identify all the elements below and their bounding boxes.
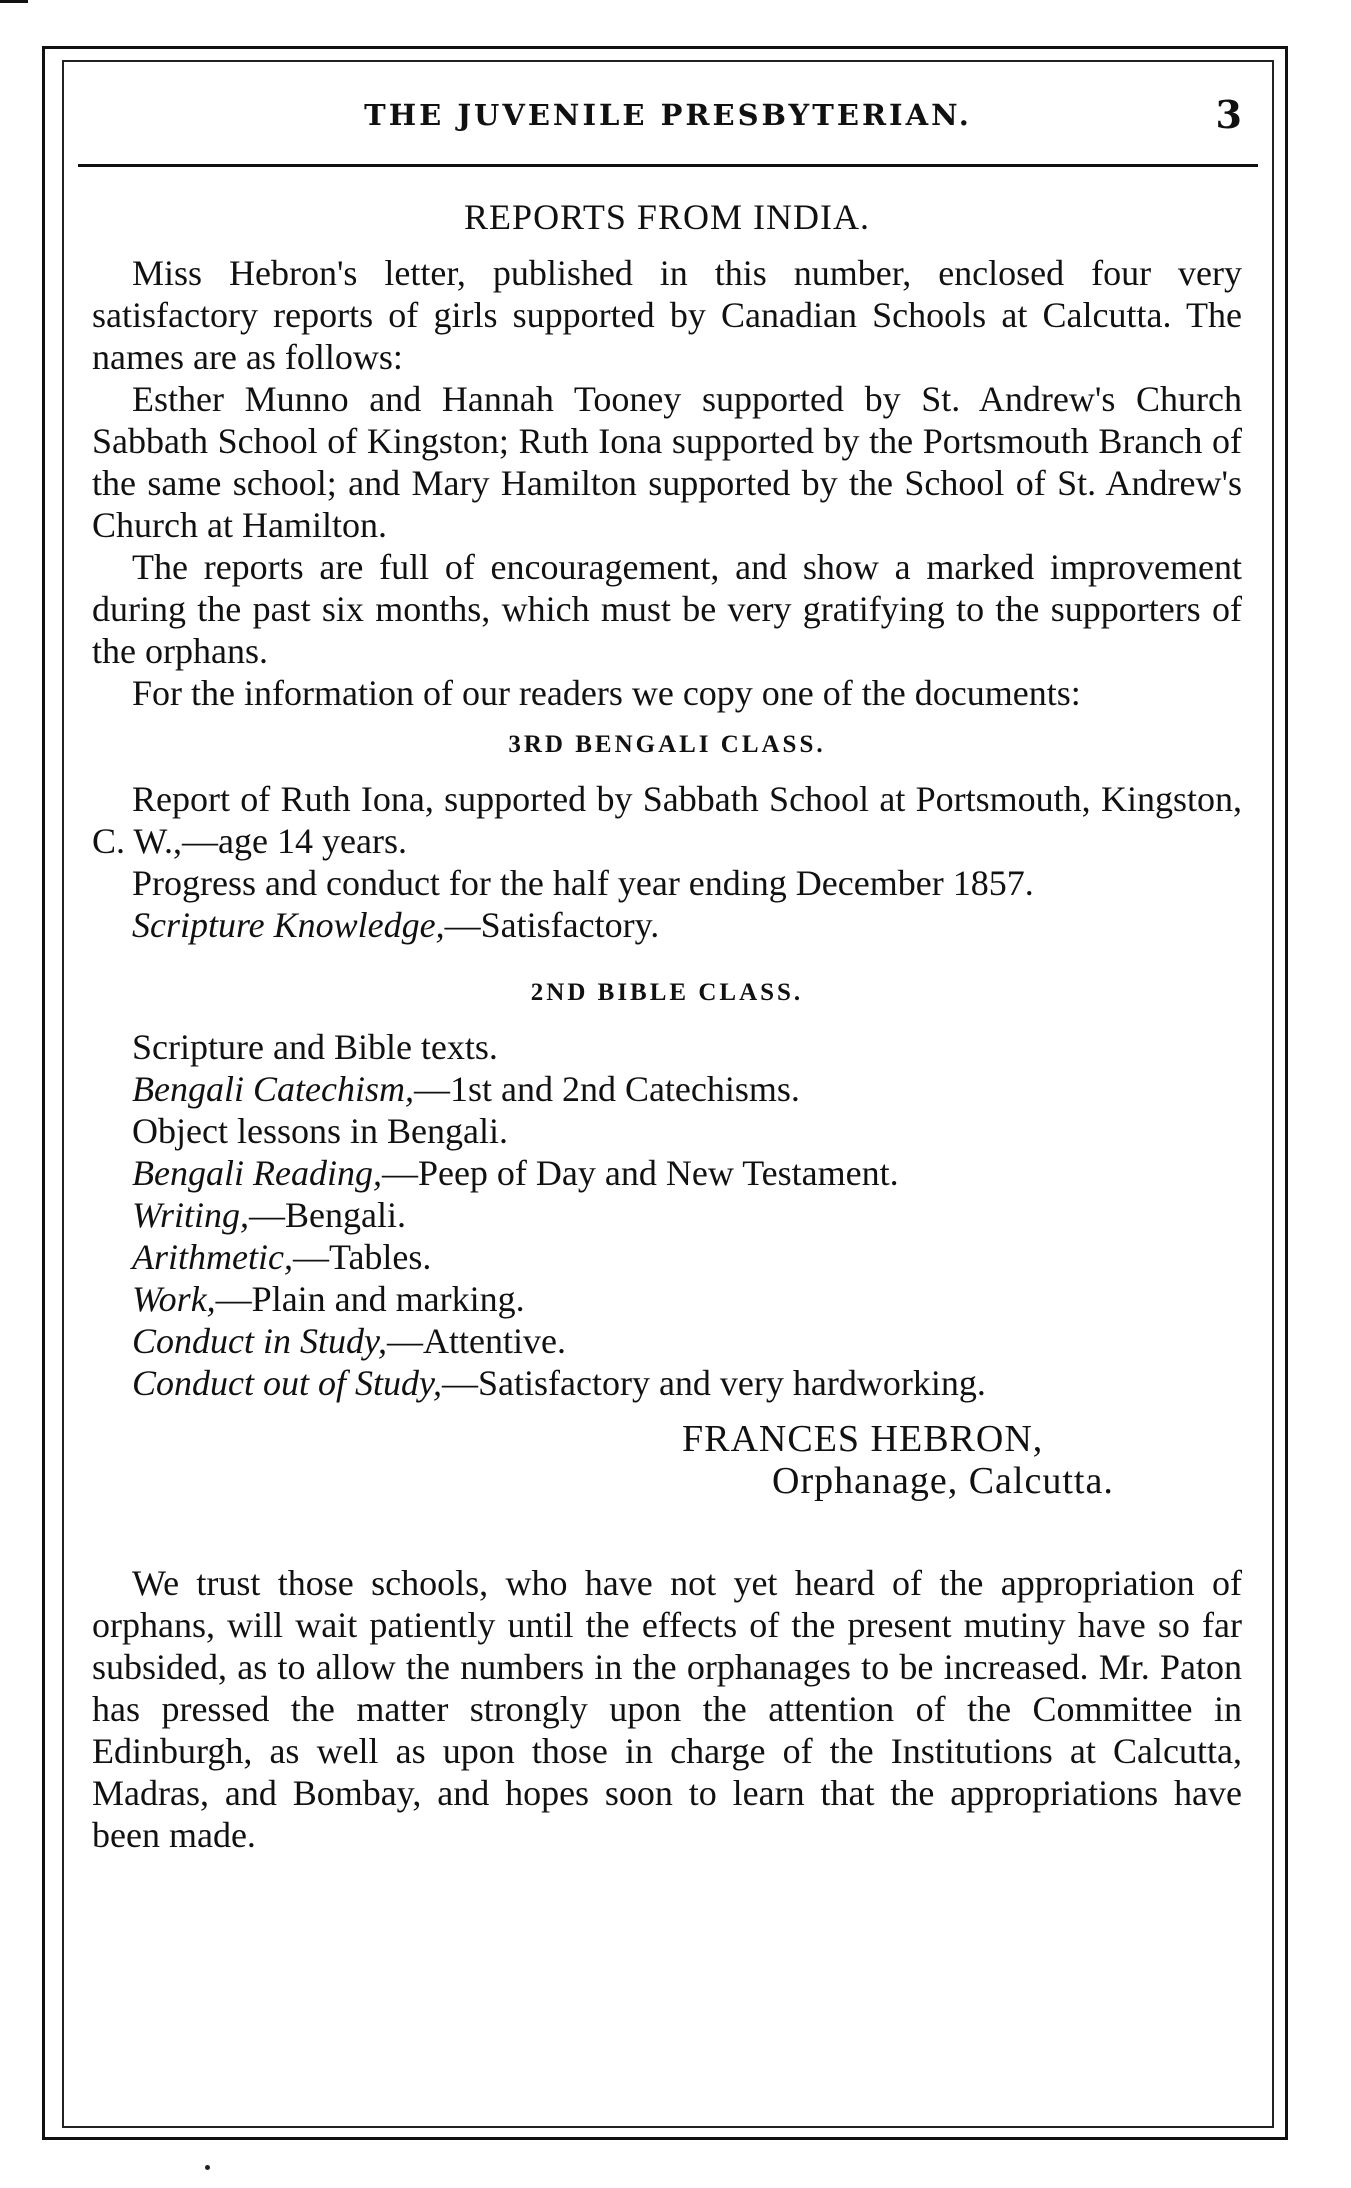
signature-name: FRANCES HEBRON,: [682, 1418, 1044, 1460]
list-item: [132, 1362, 1242, 1404]
ink-speck: [205, 2165, 210, 2170]
article-body: [92, 196, 1242, 1856]
list-item: [132, 1152, 1242, 1194]
running-header: [78, 92, 1258, 152]
item-label: Bengali Catechism,: [132, 1069, 414, 1109]
list-item: [132, 1026, 1242, 1068]
report-line: Report of Ruth Iona, supported by Sabbath School at Portsmouth, Kingston, C. W.,—age 14 years.: [92, 779, 1242, 861]
item-value: —Satisfactory.: [444, 905, 660, 945]
item-label: Conduct in Study,: [132, 1321, 387, 1361]
signature-place: Orphanage, Calcutta.: [772, 1460, 1114, 1502]
intro-paragraph: Esther Munno and Hannah Tooney supported by St. Andrew's Church Sabbath School of Kingston; Ruth Iona supported by the Portsmouth Branch of the same school; and Mary Hamilton supported by the School of St. Andrew's Church at Hamilton.: [92, 379, 1242, 545]
class-heading-bible: 2ND BIBLE CLASS.: [530, 979, 804, 1006]
item-label: Writing,: [132, 1195, 250, 1235]
header-rule: [78, 164, 1258, 167]
page-number: 3: [1215, 92, 1242, 137]
item-label: Conduct out of Study,: [132, 1363, 442, 1403]
closing-paragraph: We trust those schools, who have not yet heard of the appropriation of orphans, will wait patiently until the effects of the present mutiny have so far subsided, as to allow the numbers in the orphanages to be increased. Mr. Paton has pressed the matter strongly upon the attention of the Committee in Edinburgh, as well as upon those in charge of the Institutions at Calcutta, Madras, and Bombay, and hopes soon to learn that the appropriations have been made.: [92, 1563, 1242, 1855]
item-label: Work,: [132, 1279, 216, 1319]
item-value: —Attentive.: [387, 1321, 566, 1361]
item-value: —1st and 2nd Catechisms.: [413, 1069, 800, 1109]
article-heading: REPORTS FROM INDIA.: [464, 197, 870, 237]
item-value: Object lessons in Bengali.: [132, 1111, 508, 1151]
intro-paragraph: Miss Hebron's letter, published in this number, enclosed four very satisfactory reports of girls supported by Canadian Schools at Calcutta. The names are as follows:: [92, 253, 1242, 377]
item-value: Scripture and Bible texts.: [132, 1027, 498, 1067]
item-label: Arithmetic,: [132, 1237, 293, 1277]
list-item: [132, 1278, 1242, 1320]
closing-section: [92, 1562, 1242, 1856]
intro-paragraph: The reports are full of encouragement, and show a marked improvement during the past six months, which must be very gratifying to the supporters of the orphans.: [92, 547, 1242, 671]
item-value: —Satisfactory and very hardworking.: [442, 1363, 986, 1403]
item-value: —Bengali.: [249, 1195, 407, 1235]
item-value: —Peep of Day and New Testament.: [381, 1153, 899, 1193]
list-item: [132, 1236, 1242, 1278]
intro-paragraph: For the information of our readers we copy one of the documents:: [132, 673, 1081, 713]
scripture-line: [132, 904, 1242, 946]
item-label: Bengali Reading,: [132, 1153, 382, 1193]
list-item: [132, 1194, 1242, 1236]
list-item: [132, 1320, 1242, 1362]
running-title: THE JUVENILE PRESBYTERIAN.: [364, 98, 972, 132]
item-value: —Plain and marking.: [215, 1279, 525, 1319]
item-value: —Tables.: [292, 1237, 432, 1277]
item-label: Scripture Knowledge,: [132, 905, 445, 945]
list-item: [132, 1110, 1242, 1152]
class-heading-bengali: 3RD BENGALI CLASS.: [508, 731, 826, 758]
report-line: Progress and conduct for the half year ending December 1857.: [132, 863, 1034, 903]
corner-mark: [0, 0, 28, 3]
list-item: [132, 1068, 1242, 1110]
